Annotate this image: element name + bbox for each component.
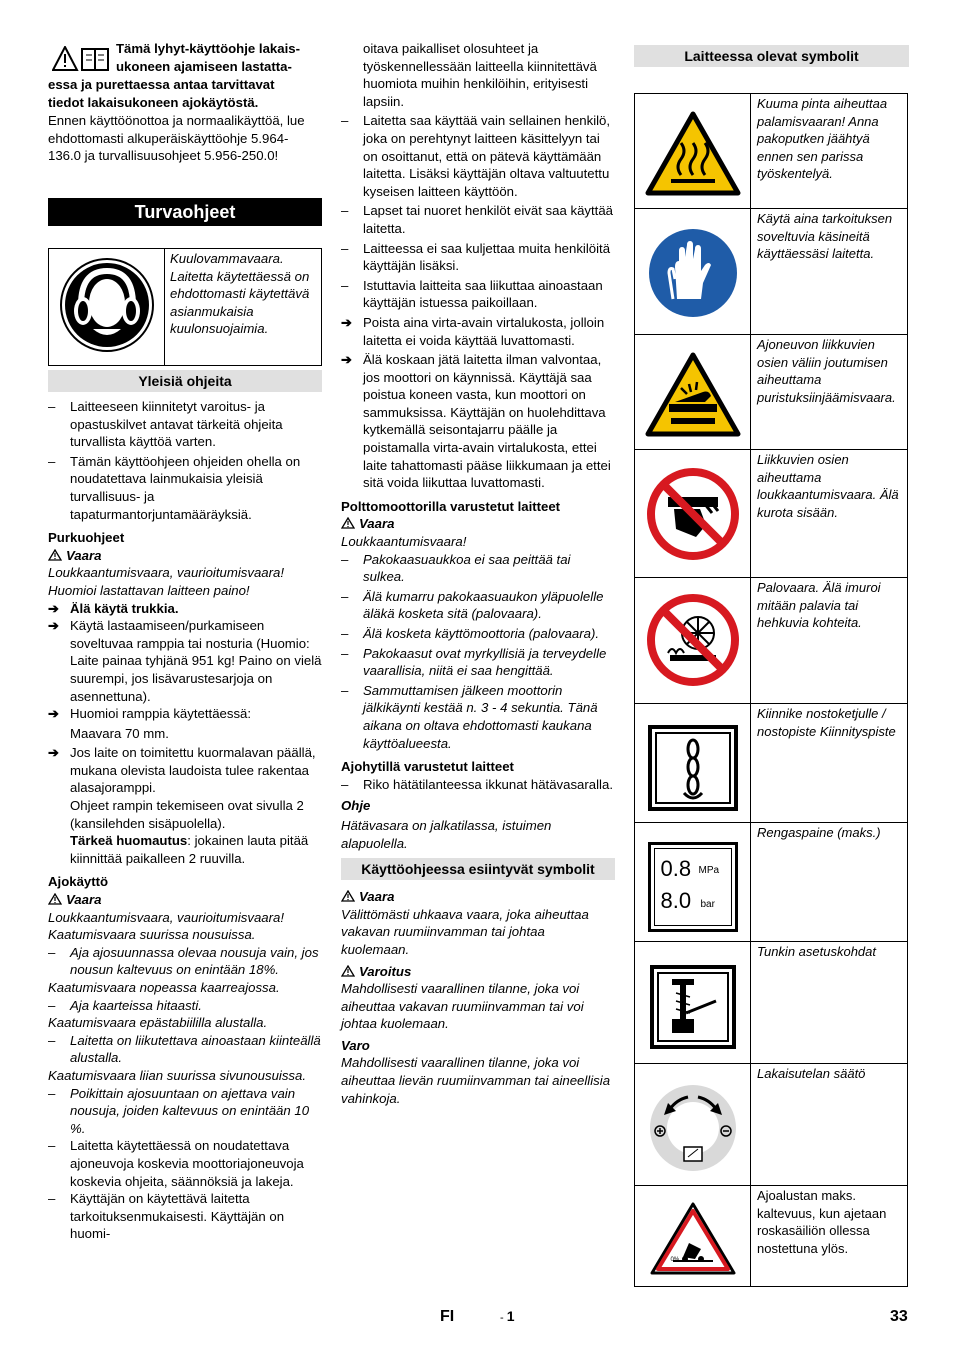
col2-item-3: – Laitteessa ei saa kuljettaa muita henkilöitä käyttäjän lisäksi. [341, 240, 615, 275]
tire-pressure-icon [648, 842, 738, 932]
symbol-image-cell [635, 450, 751, 578]
symbol-text: Käytä aina tarkoituksen soveltuvia käsineitä käyttäessäsi laitetta. [751, 209, 908, 335]
symbol-row [635, 94, 908, 209]
drive-warn-2: Kaatumisvaara suurissa nousuissa. [48, 927, 256, 943]
drive-danger-label [48, 891, 322, 909]
engine-item-2: – Älä kumarru pakokaasuaukon yläpuolelle äläkä kosketa sitä (palovaara). [341, 588, 615, 623]
driven-heading: Ajohytillä varustetut laitteet [341, 759, 514, 775]
hearing-cell [49, 249, 165, 366]
engine-item-4: – Pakokaasut ovat myrkyllisiä ja terveydelle vaarallisia, niitä ei saa hengittää. [341, 645, 615, 680]
column-2 [341, 40, 615, 1107]
unload-warn-2: Huomioi lastattavan laitteen paino! [48, 582, 250, 598]
pressure-bar-value: 8.0 [660, 888, 692, 913]
footer-page-number: 33 [890, 1308, 908, 1325]
col2-item-2: – Lapset tai nuoret henkilöt eivät saa käyttää laitetta. [341, 202, 615, 237]
sym-danger-text: Välittömästi uhkaava vaara, joka aiheuttaa vakavan ruumiinvamman tai johtaa kuolemaan. [341, 906, 589, 957]
symbol-image-cell [635, 578, 751, 704]
general-item-1: – Laitteeseen kiinnitetyt varoitus- ja opastuskilvet antavat tärkeitä ohjeita turvallista käyttöä varten. [48, 398, 322, 451]
unload-step-3 [48, 705, 322, 723]
symbol-row [635, 578, 908, 704]
arrow-icon: ➔ [48, 706, 59, 722]
ground-clearance: Maavara 70 mm. [70, 725, 169, 741]
engine-danger-label [341, 515, 615, 533]
ear-protection-icon [59, 257, 155, 353]
intro-line-1: Tämä lyhyt-käyttöohje lakais- [116, 41, 300, 56]
safety-heading: Turvaohjeet [48, 198, 322, 226]
intro-line-4: tiedot lakaisukoneen ajokäytöstä. [48, 95, 259, 110]
symbol-image-cell [635, 1064, 751, 1186]
arrow-icon: ➔ [48, 600, 59, 616]
pressure-mpa-unit: MPa [698, 865, 720, 876]
symbol-image-cell [635, 209, 751, 335]
intro-line-3: essa ja purettaessa antaa tarvittavat [48, 77, 275, 92]
sym-warning-label: Varoitus [359, 963, 412, 979]
manual-symbols-heading: Käyttöohjeessa esiintyvät symbolit [341, 858, 615, 880]
hearing-text: Kuulovammavaara. Laitetta käytettäessä on ehdottomasti käytettävä asianmukaisia kuulonsuojaimia. [165, 249, 322, 366]
col2-arrow-1-text: Poista aina virta-avain virtalukosta, jolloin laitetta ei voida käyttää luvattomasti. [363, 314, 605, 348]
sym-warning-row [341, 963, 615, 981]
warning-triangle-icon [341, 517, 355, 529]
symbol-row [635, 823, 908, 942]
slope-triangle-icon [649, 1201, 737, 1277]
general-item-2: – Tämän käyttöohjeen ohjeiden ohella on noudatettava lainmukaisia yleisiä turvallisuus- ja tapaturmantorjuntamääräyksiä. [48, 453, 322, 523]
danger-label: Vaara [66, 547, 102, 563]
danger-label: Vaara [66, 892, 102, 908]
crush-hazard-icon [645, 352, 741, 438]
no-burning-icon [646, 593, 740, 687]
ramp-note: Ohjeet rampin tekemiseen ovat sivulla 2 (kansilehden sisäpuolella). [70, 798, 304, 831]
arrow-icon: ➔ [48, 745, 59, 761]
unload-step-2-text: Käytä lastaamiseen/purkamiseen soveltuvaa ramppia tai nosturia (Huomio: Laite painaa tyhjänä 951 kg! Paino on vielä suurempi, jos lisävarustesarjoja on asennettuna). [70, 618, 322, 704]
engine-item-3: – Älä kosketa käyttömoottoria (palovaara). [341, 625, 615, 643]
sym-danger-row [341, 888, 615, 906]
pressure-mpa-value: 0.8 [660, 856, 692, 881]
gloves-icon [647, 227, 739, 319]
warning-triangle-icon [48, 549, 62, 561]
drive-item-1: – Aja ajosuunnassa olevaa nousuja vain, jos nousun kaltevuus on enintään 18%. [48, 944, 322, 979]
unload-step-3-text: Huomioi ramppia käytettäessä: [70, 706, 252, 722]
engine-heading: Polttomoottorilla varustetut laitteet [341, 498, 561, 514]
symbol-row [635, 209, 908, 335]
slope-label: 0% [670, 1257, 680, 1263]
important-note [48, 832, 322, 867]
symbol-text: Lakaisutelan säätö [751, 1064, 908, 1186]
arrow-icon: ➔ [341, 352, 352, 368]
chain-icon [648, 725, 738, 811]
unload-warn-1: Loukkaantumisvaara, vaurioitumisvaara! [48, 565, 285, 581]
unload-heading: Purkuohjeet [48, 530, 125, 546]
footer-page-ref: - 1 [500, 1308, 515, 1324]
drive-warn-3: Kaatumisvaara nopeassa kaarreajossa. [48, 980, 280, 995]
sym-caution-text: Mahdollisesti vaarallinen tilanne, joka voi aiheuttaa lievän ruumiinvamman tai aineellisia vahinkoja. [341, 1055, 611, 1106]
symbol-text: Kuuma pinta aiheuttaa palamisvaaran! Anna pakoputken jäähtyä ennen sen parissa työskentelyä. [751, 94, 908, 209]
no-reach-icon [646, 467, 740, 561]
symbol-image-cell [635, 335, 751, 450]
symbol-image-cell [635, 823, 751, 942]
drive-warn-1: Loukkaantumisvaara, vaurioitumisvaara! [48, 909, 285, 925]
roller-adjust-icon [648, 1083, 738, 1173]
intro-block [48, 40, 322, 174]
danger-label: Vaara [359, 516, 395, 532]
important-label: Tärkeä huomautus [70, 833, 188, 849]
symbol-image-cell [635, 94, 751, 209]
pressure-bar-unit: bar [700, 899, 715, 910]
symbol-row [635, 942, 908, 1064]
col2-arrow-1 [341, 314, 615, 349]
jack-icon [650, 965, 736, 1049]
engine-item-1: – Pakokaasuaukkoa ei saa peittää tai sulkea. [341, 551, 615, 586]
cont-text: oitava paikalliset olosuhteet ja työskennellessään laitteella kiinnitettävä huomiota muihin henkilöihin, erityisesti lapsiin. [363, 41, 597, 109]
column-3 [634, 40, 909, 1287]
sym-danger-label: Vaara [359, 889, 395, 905]
unload-step-1-text: Älä käytä trukkia. [70, 600, 179, 616]
device-symbols-table [634, 93, 908, 1287]
symbol-row [635, 1186, 908, 1287]
warning-manual-icon [52, 46, 112, 72]
symbol-row [635, 1064, 908, 1186]
symbol-text: Liikkuvien osien aiheuttama loukkaantumisvaara. Älä kurota sisään. [751, 450, 908, 578]
symbol-text: Ajoneuvon liikkuvien osien väliin joutumisen aiheuttama puristuksiinjäämisvaara. [751, 335, 908, 450]
symbol-text: Palovaara. Älä imuroi mitään palavia tai hehkuvia kohteita. [751, 578, 908, 704]
slope-icon [649, 1201, 737, 1277]
col2-item-1: – Laitetta saa käyttää vain sellainen henkilö, joka on perehtynyt laitteen käsittelyyn tai on osoittanut, että on pätevä käyttämään laitetta. Lisäksi käyttäjän oltava valtuutettu kyseisen laitteen käyttöön. [341, 112, 615, 200]
col2-arrow-2-text: Älä koskaan jätä laitetta ilman valvontaa, jos moottori on käynnissä. Käyttäjä saa poistua koneen vasta, kun moottori on sammuksissa. Käyttäjän on huolehdittava kytkemällä seisontajarru päälle ja poistamalla virta-avain virtalukosta, ettei laite tahattomasti pääse liikkumaan ja ettei sitä voida liikuttaa luvattomasti. [363, 352, 611, 491]
arrow-icon: ➔ [341, 314, 352, 330]
col2-item-4: – Istuttavia laitteita saa liikuttaa ainoastaan käyttäjän istuessa paikoillaan. [341, 277, 615, 312]
drive-warn-5: Kaatumisvaara liian suurissa sivunousuissa. [48, 1067, 307, 1083]
symbol-image-cell [635, 1186, 751, 1287]
engine-warn: Loukkaantumisvaara! [341, 534, 467, 550]
symbol-row [635, 704, 908, 823]
column-1 [48, 40, 322, 1243]
symbol-row [635, 450, 908, 578]
arrow-icon: ➔ [48, 618, 59, 634]
warning-triangle-icon [48, 893, 62, 905]
unload-step-1 [48, 600, 322, 618]
symbol-image-cell [635, 704, 751, 823]
unload-step-4-text: Jos laite on toimitettu kuormalavan päällä, mukana olevista laudoista tulee rakentaa alasajoramppi. [70, 745, 316, 796]
engine-item-5: – Sammuttamisen jälkeen moottorin jälkikäynti kestää n. 3 - 4 sekuntia. Tänä aikana on oltava ehdottomasti kaukana käyttöalueesta. [341, 682, 615, 752]
device-symbols-heading: Laitteessa olevat symbolit [634, 45, 909, 67]
unload-danger-label [48, 547, 322, 565]
drive-item-6: – Käyttäjän on käytettävä laitetta tarkoituksenmukaisesti. Käyttäjän on huomi- [48, 1190, 322, 1243]
symbol-text: Ajoalustan maks. kaltevuus, kun ajetaan roskasäiliön ollessa nostettuna ylös. [751, 1186, 908, 1287]
symbol-text: Tunkin asetuskohdat [751, 942, 908, 1064]
footer-lang: FI [440, 1308, 455, 1325]
intro-line-2: ukoneen ajamiseen lastatta- [116, 59, 292, 74]
drive-warn-4: Kaatumisvaara epästabiililla alustalla. [48, 1015, 268, 1031]
note-text: Hätävasara on jalkatilassa, istuimen alapuolella. [341, 817, 552, 851]
unload-step-4 [48, 744, 322, 797]
warning-triangle-icon [341, 965, 355, 977]
warning-triangle-icon [341, 890, 355, 902]
sym-warning-text: Mahdollisesti vaarallinen tilanne, joka voi aiheuttaa vakavan ruumiinvamman tai voi johtaa kuolemaan. [341, 981, 584, 1032]
unload-step-2 [48, 617, 322, 705]
col2-arrow-2 [341, 351, 615, 492]
hot-surface-icon [645, 111, 741, 197]
note-label: Ohje [341, 798, 371, 814]
hearing-protection-table [48, 248, 322, 366]
drive-item-2: – Aja kaarteissa hitaasti. [48, 997, 322, 1015]
footer-page-ref-num: 1 [506, 1308, 515, 1324]
intro-text: Ennen käyttöönottoa ja normaalikäyttöä, lue ehdottomasti alkuperäiskäyttöohje 5.964-136.0 ja turvallisuusohjeet 5.956-250.0! [48, 113, 305, 164]
drive-item-5: – Laitetta käytettäessä on noudatettava ajoneuvoja koskevia moottoriajoneuvoja koskevia ohjeita, säännöksiä ja lakeja. [48, 1137, 322, 1190]
drive-heading: Ajokäyttö [48, 874, 109, 890]
drive-item-4: – Poikittain ajosuuntaan on ajettava vain nousuja, joiden kaltevuus on enintään 10 %. [48, 1085, 322, 1138]
driven-item: – Riko hätätilanteessa ikkunat hätävasaralla. [341, 776, 615, 794]
sym-caution-label: Varo [341, 1037, 370, 1053]
symbol-text: Rengaspaine (maks.) [751, 823, 908, 942]
symbol-image-cell [635, 942, 751, 1064]
symbol-text: Kiinnike nostoketjulle / nostopiste Kiinnityspiste [751, 704, 908, 823]
general-heading: Yleisiä ohjeita [48, 370, 322, 392]
important-text: : jokainen lauta pitää kiinnittää paikalleen 2 ruuvilla. [70, 833, 309, 866]
drive-item-3: – Laitetta on liikutettava ainoastaan kiinteällä alustalla. [48, 1032, 322, 1067]
symbol-row [635, 335, 908, 450]
